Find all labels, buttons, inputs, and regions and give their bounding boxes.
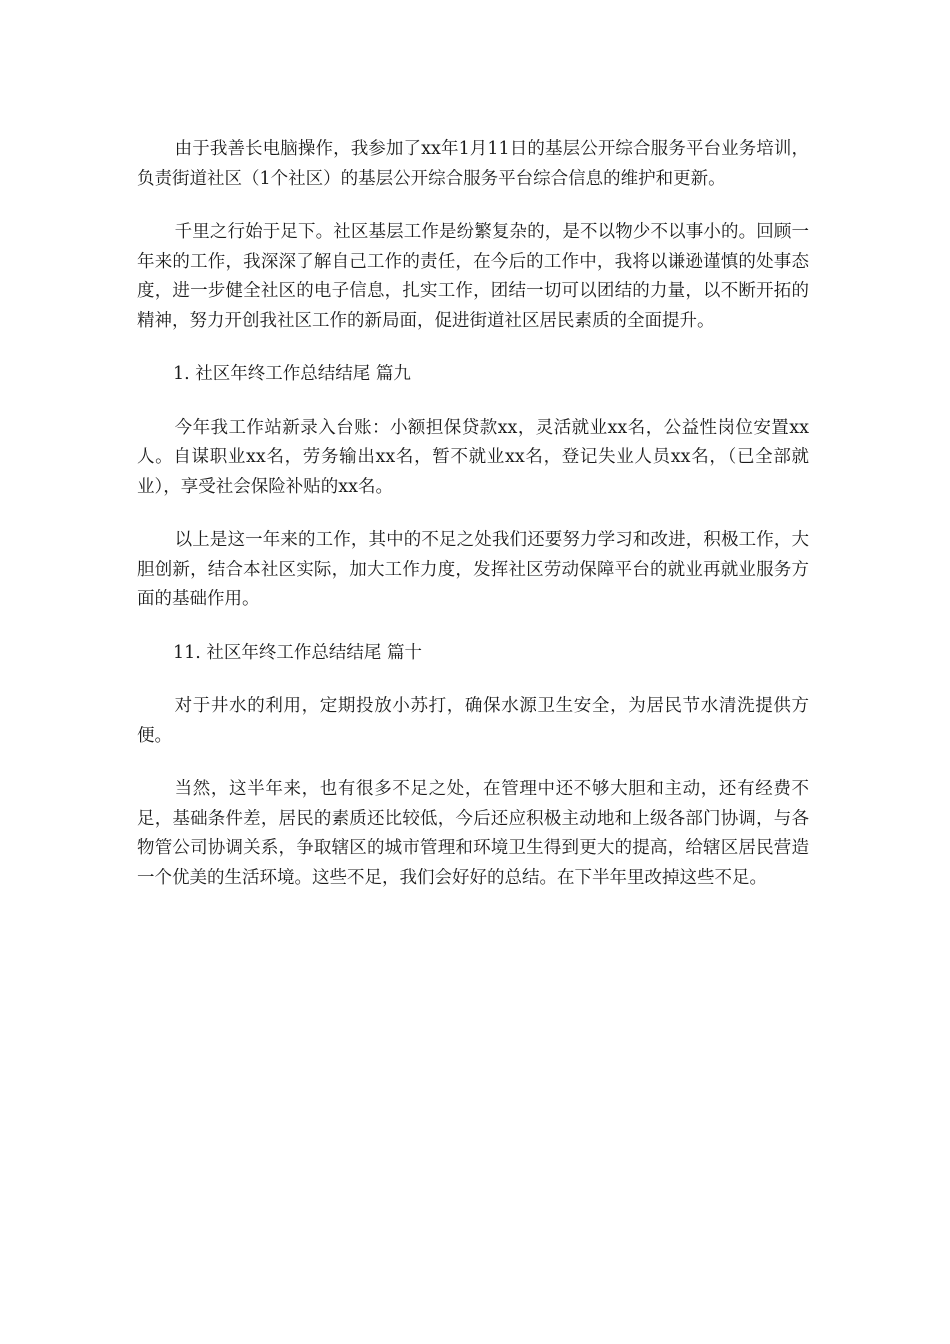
section-heading-ten: 11. 社区年终工作总结结尾 篇十	[173, 642, 422, 663]
paragraph-improvement: 以上是这一年来的工作，其中的不足之处我们还要努力学习和改进，积极工作，大胆创新，结合本社区实际，加大工作力度，发挥社区劳动保障平台的就业再就业服务方面的基础作用。	[137, 530, 809, 609]
document-body	[137, 135, 809, 917]
paragraph-platform-training: 由于我善长电脑操作，我参加了xx年1月11日的基层公开综合服务平台业务培训，负责街道社区（1个社区）的基层公开综合服务平台综合信息的维护和更新。	[137, 139, 809, 189]
paragraph-shortcomings: 当然，这半年来，也有很多不足之处，在管理中还不够大胆和主动，还有经费不足，基础条件差，居民的素质还比较低，今后还应积极主动地和上级各部门协调，与各物管公司协调关系，争取辖区的城市管理和环境卫生得到更大的提高，给辖区居民营造一个优美的生活环境。这些不足，我们会好好的总结。在下半年里改掉这些不足。	[137, 779, 809, 888]
paragraph-outlook: 千里之行始于足下。社区基层工作是纷繁复杂的，是不以物少不以事小的。回顾一年来的工作，我深深了解自己工作的责任，在今后的工作中，我将以谦逊谨慎的处事态度，进一步健全社区的电子信息，扎实工作，团结一切可以团结的力量，以不断开拓的精神，努力开创我社区工作的新局面，促进街道社区居民素质的全面提升。	[137, 222, 809, 331]
paragraph-well-water: 对于井水的利用，定期投放小苏打，确保水源卫生安全，为居民节水清洗提供方便。	[137, 696, 809, 746]
section-heading-nine: 1. 社区年终工作总结结尾 篇九	[173, 364, 411, 384]
paragraph-ledger-records: 今年我工作站新录入台账：小额担保贷款xx，灵活就业xx名，公益性岗位安置xx人。自谋职业xx名，劳务输出xx名，暂不就业xx名，登记失业人员xx名，（已全部就业），享受社会保险补贴的xx名。	[137, 417, 809, 497]
